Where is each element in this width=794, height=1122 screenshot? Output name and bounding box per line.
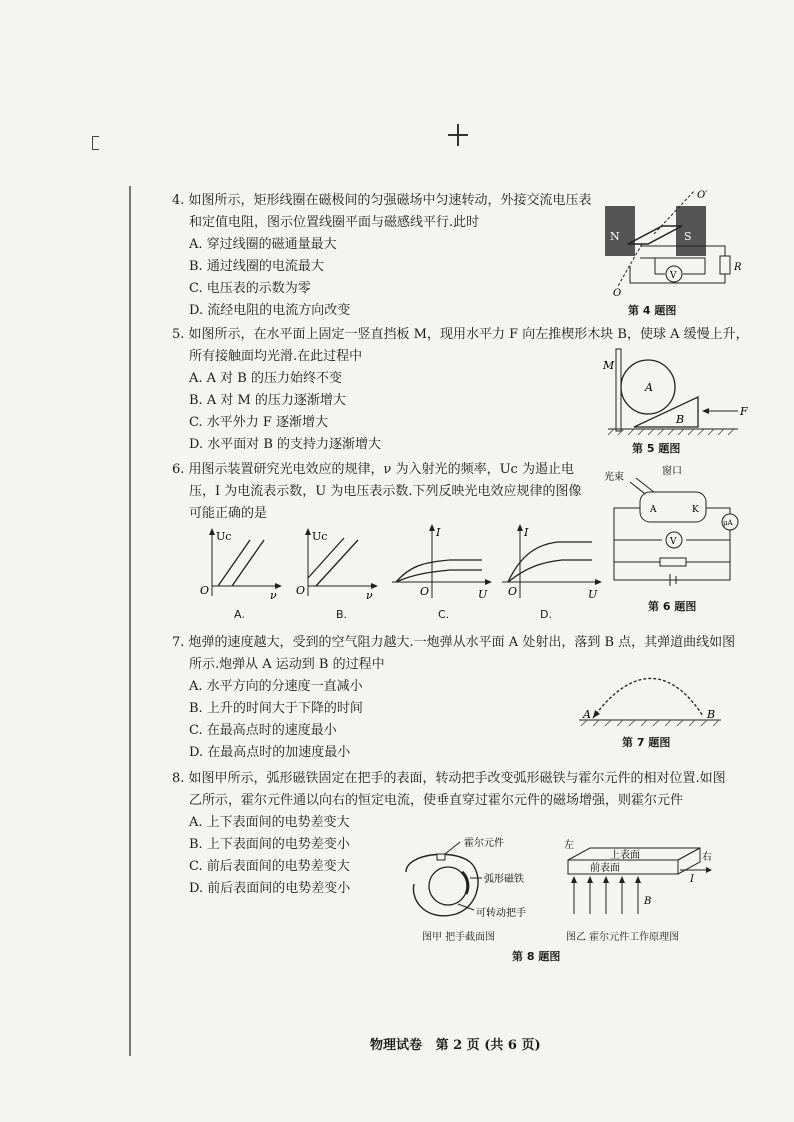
- binding-mark: [92, 136, 99, 150]
- handle-label: 可转动把手: [476, 908, 526, 919]
- graph-a-origin: O: [200, 584, 210, 597]
- r-label: R: [734, 262, 742, 273]
- magnet-label: 弧形磁铁: [484, 874, 524, 885]
- voltmeter-label: V: [670, 537, 677, 547]
- b-field-label: B: [644, 896, 652, 907]
- q7-figure: [575, 664, 725, 730]
- q6-figure: [600, 462, 746, 598]
- q8-option-c: C. 前后表面间的电势差变大: [189, 859, 350, 874]
- graph-b-origin: O: [296, 584, 306, 597]
- graph-d-origin: O: [508, 585, 518, 598]
- question-4: [172, 190, 592, 322]
- q6-stem-line2: 压，I 为电流表示数，U 为电压表示数.下列反映光电效应规律的图像: [189, 484, 582, 499]
- graph-c-letter: C.: [438, 608, 450, 621]
- q8-stem-line1: 8. 如图甲所示，弧形磁铁固定在把手的表面，转动把手改变弧形磁铁与霍尔元件的相对位置.如图: [172, 771, 726, 786]
- b-label: B: [707, 708, 716, 721]
- graph-d-xlabel: U: [588, 588, 598, 601]
- graph-c-ylabel: I: [436, 526, 441, 539]
- q7-option-d: D. 在最高点时的加速度最小: [189, 745, 351, 760]
- q5-fig-caption: 第 5 题图: [632, 442, 681, 455]
- q8-option-a: A. 上下表面间的电势差变大: [189, 815, 350, 830]
- q7-stem-line2: 所示.炮弹从 A 运动到 B 的过程中: [189, 657, 385, 672]
- q4-fig-caption: 第 4 题图: [628, 304, 677, 317]
- o-prime-label: O′: [697, 190, 708, 201]
- q8-fig-caption: 第 8 题图: [512, 950, 561, 963]
- q5-option-a: A. A 对 B 的压力始终不变: [189, 371, 342, 386]
- handle-inner: [429, 867, 467, 905]
- q8-stem-line2: 乙所示，霍尔元件通以向右的恒定电流，使垂直穿过霍尔元件的磁场增强，则霍尔元件: [189, 793, 684, 808]
- q6-graph-c: [390, 522, 494, 602]
- right-label: 右: [702, 852, 712, 863]
- q5-stem-line2: 所有接触面均光滑.在此过程中: [189, 349, 363, 364]
- graph-a-xlabel: ν: [270, 589, 277, 602]
- hall-label: 霍尔元件: [464, 838, 504, 849]
- q5-option-d: D. 水平面对 B 的支持力逐渐增大: [189, 437, 382, 452]
- n-label: N: [610, 230, 620, 243]
- crosshair-mark: [448, 124, 468, 146]
- q5-option-c: C. 水平外力 F 逐渐增大: [189, 415, 329, 430]
- q4-option-c: C. 电压表的示数为零: [189, 281, 311, 296]
- voltmeter-label: V: [670, 271, 677, 281]
- rheostat: [660, 558, 686, 566]
- front-surface-label: 前表面: [590, 863, 620, 874]
- q4-option-b: B. 通过线圈的电流最大: [189, 259, 324, 274]
- left-label: 左: [564, 840, 574, 851]
- resistor-symbol: [720, 256, 730, 274]
- o-label: O: [613, 288, 622, 299]
- q8-option-b: B. 上下表面间的电势差变小: [189, 837, 350, 852]
- binding-line: [129, 186, 131, 1056]
- trajectory: [593, 678, 703, 718]
- tube-a-label: A: [650, 505, 657, 515]
- f-label: F: [740, 405, 748, 418]
- s-label: S: [684, 230, 692, 243]
- q4-stem-line1: 4. 如图所示，矩形线圈在磁极间的匀强磁场中匀速转动，外接交流电压表: [172, 193, 592, 208]
- q5-stem-line1: 5. 如图所示，在水平面上固定一竖直挡板 M，现用水平力 F 向左推楔形木块 B，使球 A 缓慢上升，: [172, 327, 749, 342]
- graph-c-xlabel: U: [478, 588, 488, 601]
- q7-fig-caption: 第 7 题图: [622, 736, 671, 749]
- q4-option-d: D. 流经电阻的电流方向改变: [189, 303, 351, 318]
- q7-stem-line1: 7. 炮弹的速度越大，受到的空气阻力越大.一炮弹从水平面 A 处射出，落到 B 点，其弹道曲线如图: [172, 635, 736, 650]
- front-face: [568, 860, 678, 874]
- a-label: A: [583, 708, 591, 721]
- q6-graph-d: [500, 522, 604, 602]
- q8-jia-caption: 图甲 把手截面图: [422, 932, 496, 943]
- q4-figure: [600, 188, 750, 300]
- q4-option-a: A. 穿过线圈的磁通量最大: [189, 237, 337, 252]
- q7-option-a: A. 水平方向的分速度一直减小: [189, 679, 363, 694]
- graph-d-ylabel: I: [524, 526, 529, 539]
- window-label: 窗口: [662, 466, 682, 477]
- b-label: B: [676, 413, 685, 426]
- hall-element: [437, 854, 445, 860]
- q8-figure-jia: [392, 832, 552, 924]
- q6-stem-line1: 6. 用图示装置研究光电效应的规律，ν 为入射光的频率，Uc 为遏止电: [172, 462, 574, 477]
- q6-stem-line3: 可能正确的是: [189, 506, 268, 521]
- tube-k-label: K: [692, 505, 699, 515]
- graph-d-letter: D.: [540, 608, 552, 621]
- m-label: M: [603, 359, 615, 372]
- arc-magnet: [462, 872, 468, 894]
- page-footer: 物理试卷 第 2 页 (共 6 页): [370, 1038, 541, 1053]
- q4-stem-line2: 和定值电阻，图示位置线圈平面与磁感线平行.此时: [189, 215, 480, 230]
- q6-graph-a: [198, 526, 284, 602]
- q6-fig-caption: 第 6 题图: [648, 600, 697, 613]
- graph-b-letter: B.: [336, 608, 348, 621]
- graph-b-ylabel: Uc: [312, 530, 328, 543]
- graph-a-ylabel: Uc: [216, 530, 232, 543]
- q7-option-c: C. 在最高点时的速度最小: [189, 723, 337, 738]
- current-label: I: [690, 874, 694, 885]
- q8-yi-caption: 图乙 霍尔元件工作原理图: [566, 932, 680, 943]
- q6-graph-b: [294, 526, 380, 602]
- top-surface-label: 上表面: [610, 850, 640, 861]
- graph-c-origin: O: [420, 585, 430, 598]
- board-m: [616, 349, 621, 431]
- q5-figure: [598, 345, 748, 437]
- beam-label: 光束: [604, 472, 624, 483]
- q5-option-b: B. A 对 M 的压力逐渐增大: [189, 393, 346, 408]
- coil: [628, 226, 682, 244]
- microammeter-label: μA: [723, 519, 733, 527]
- q8-option-d: D. 前后表面间的电势差变小: [189, 881, 351, 896]
- q7-option-b: B. 上升的时间大于下降的时间: [189, 701, 363, 716]
- graph-a-letter: A.: [234, 608, 245, 621]
- question-6: [172, 459, 582, 525]
- a-label: A: [645, 381, 653, 394]
- graph-b-xlabel: ν: [366, 589, 373, 602]
- q8-figure-yi: [560, 838, 730, 920]
